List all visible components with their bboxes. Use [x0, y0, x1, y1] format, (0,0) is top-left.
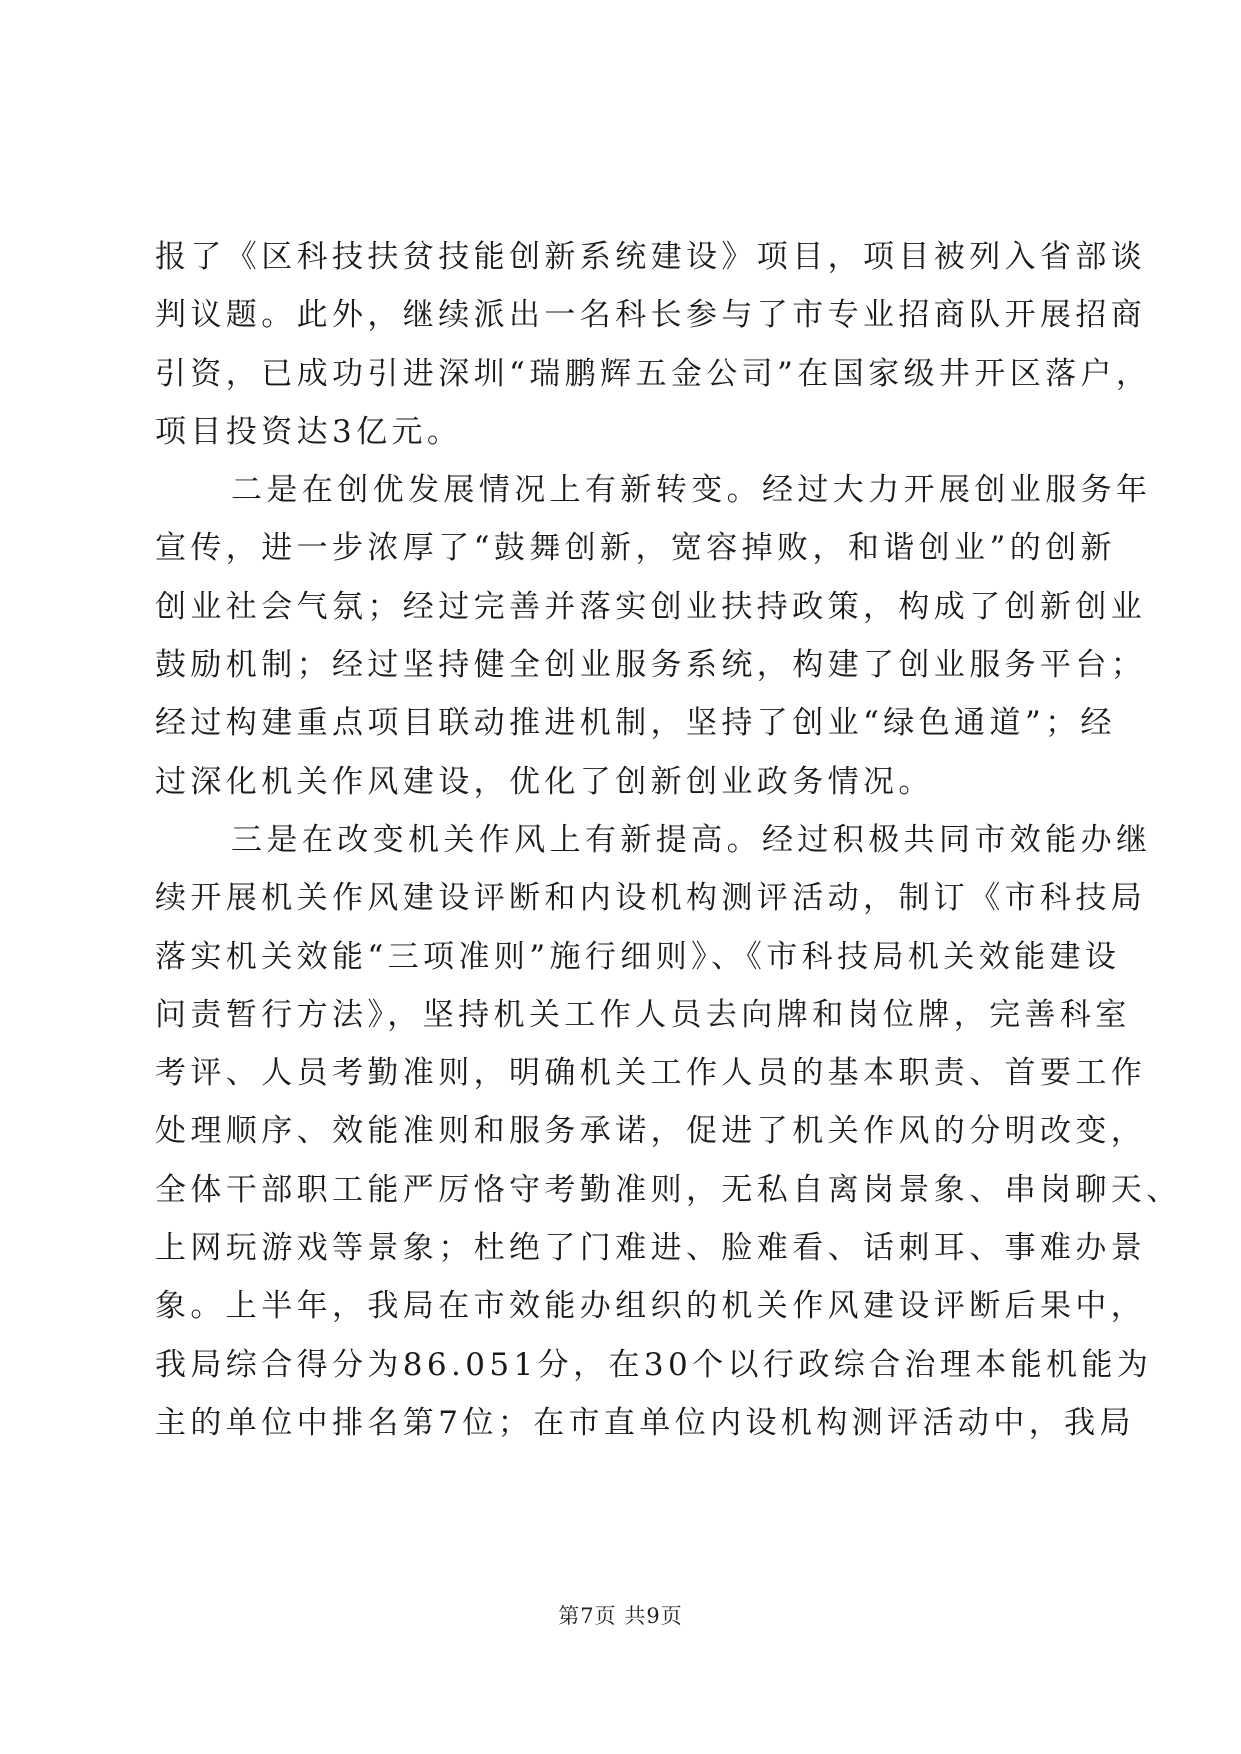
text-line: 过深化机关作风建设，优化了创新创业政务情况。	[155, 763, 934, 800]
text-line: 判议题。此外，继续派出一名科长参与了市专业招商队开展招商	[155, 297, 1147, 334]
text-line: 项目投资达3亿元。	[155, 413, 463, 450]
text-line: 宣传，进一步浓厚了“鼓舞创新，宽容掉败，和谐创业”的创新	[155, 530, 1116, 567]
text-line: 落实机关效能“三项准则”施行细则》、《市科技局机关效能建设	[155, 938, 1121, 975]
text-line: 报了《区科技扶贫技能创新系统建设》项目，项目被列入省部谈	[155, 239, 1147, 275]
paragraph-start-line: 二是在创优发展情况上有新转变。经过大力开展创业服务年	[231, 472, 1152, 509]
text-line: 鼓励机制；经过坚持健全创业服务系统，构建了创业服务平台；	[155, 647, 1147, 684]
text-line: 我局综合得分为86.051分，在30个以行政综合治理本能机能为	[155, 1346, 1153, 1383]
text-line: 续开展机关作风建设评断和内设机构测评活动，制订《市科技局	[155, 880, 1147, 917]
text-line: 创业社会气氛；经过完善并落实创业扶持政策，构成了创新创业	[155, 588, 1147, 625]
text-line: 上网玩游戏等景象；杜绝了门难进、脸难看、话刺耳、事难办景	[155, 1230, 1147, 1267]
text-line: 象。上半年，我局在市效能办组织的机关作风建设评断后果中，	[155, 1288, 1147, 1325]
document-body	[155, 228, 1182, 1452]
paragraph-start-line: 三是在改变机关作风上有新提高。经过积极共同市效能办继	[231, 821, 1152, 858]
page-number-footer: 第7页 共9页	[558, 1604, 683, 1628]
text-line: 引资，已成功引进深圳“瑞鹏辉五金公司”在国家级井开区落户，	[155, 355, 1152, 392]
text-line: 主的单位中排名第7位；在市直单位内设机构测评活动中，我局	[155, 1404, 1135, 1441]
text-line: 全体干部职工能严厉恪守考勤准则，无私自离岗景象、串岗聊天、	[155, 1171, 1182, 1208]
text-line: 处理顺序、效能准则和服务承诺，促进了机关作风的分明改变，	[155, 1113, 1147, 1150]
text-line: 问责暂行方法》，坚持机关工作人员去向牌和岗位牌，完善科室	[155, 996, 1131, 1033]
text-line: 考评、人员考勤准则，明确机关工作人员的基本职责、首要工作	[155, 1055, 1147, 1092]
text-line: 经过构建重点项目联动推进机制，坚持了创业“绿色通道”；经	[155, 705, 1116, 742]
